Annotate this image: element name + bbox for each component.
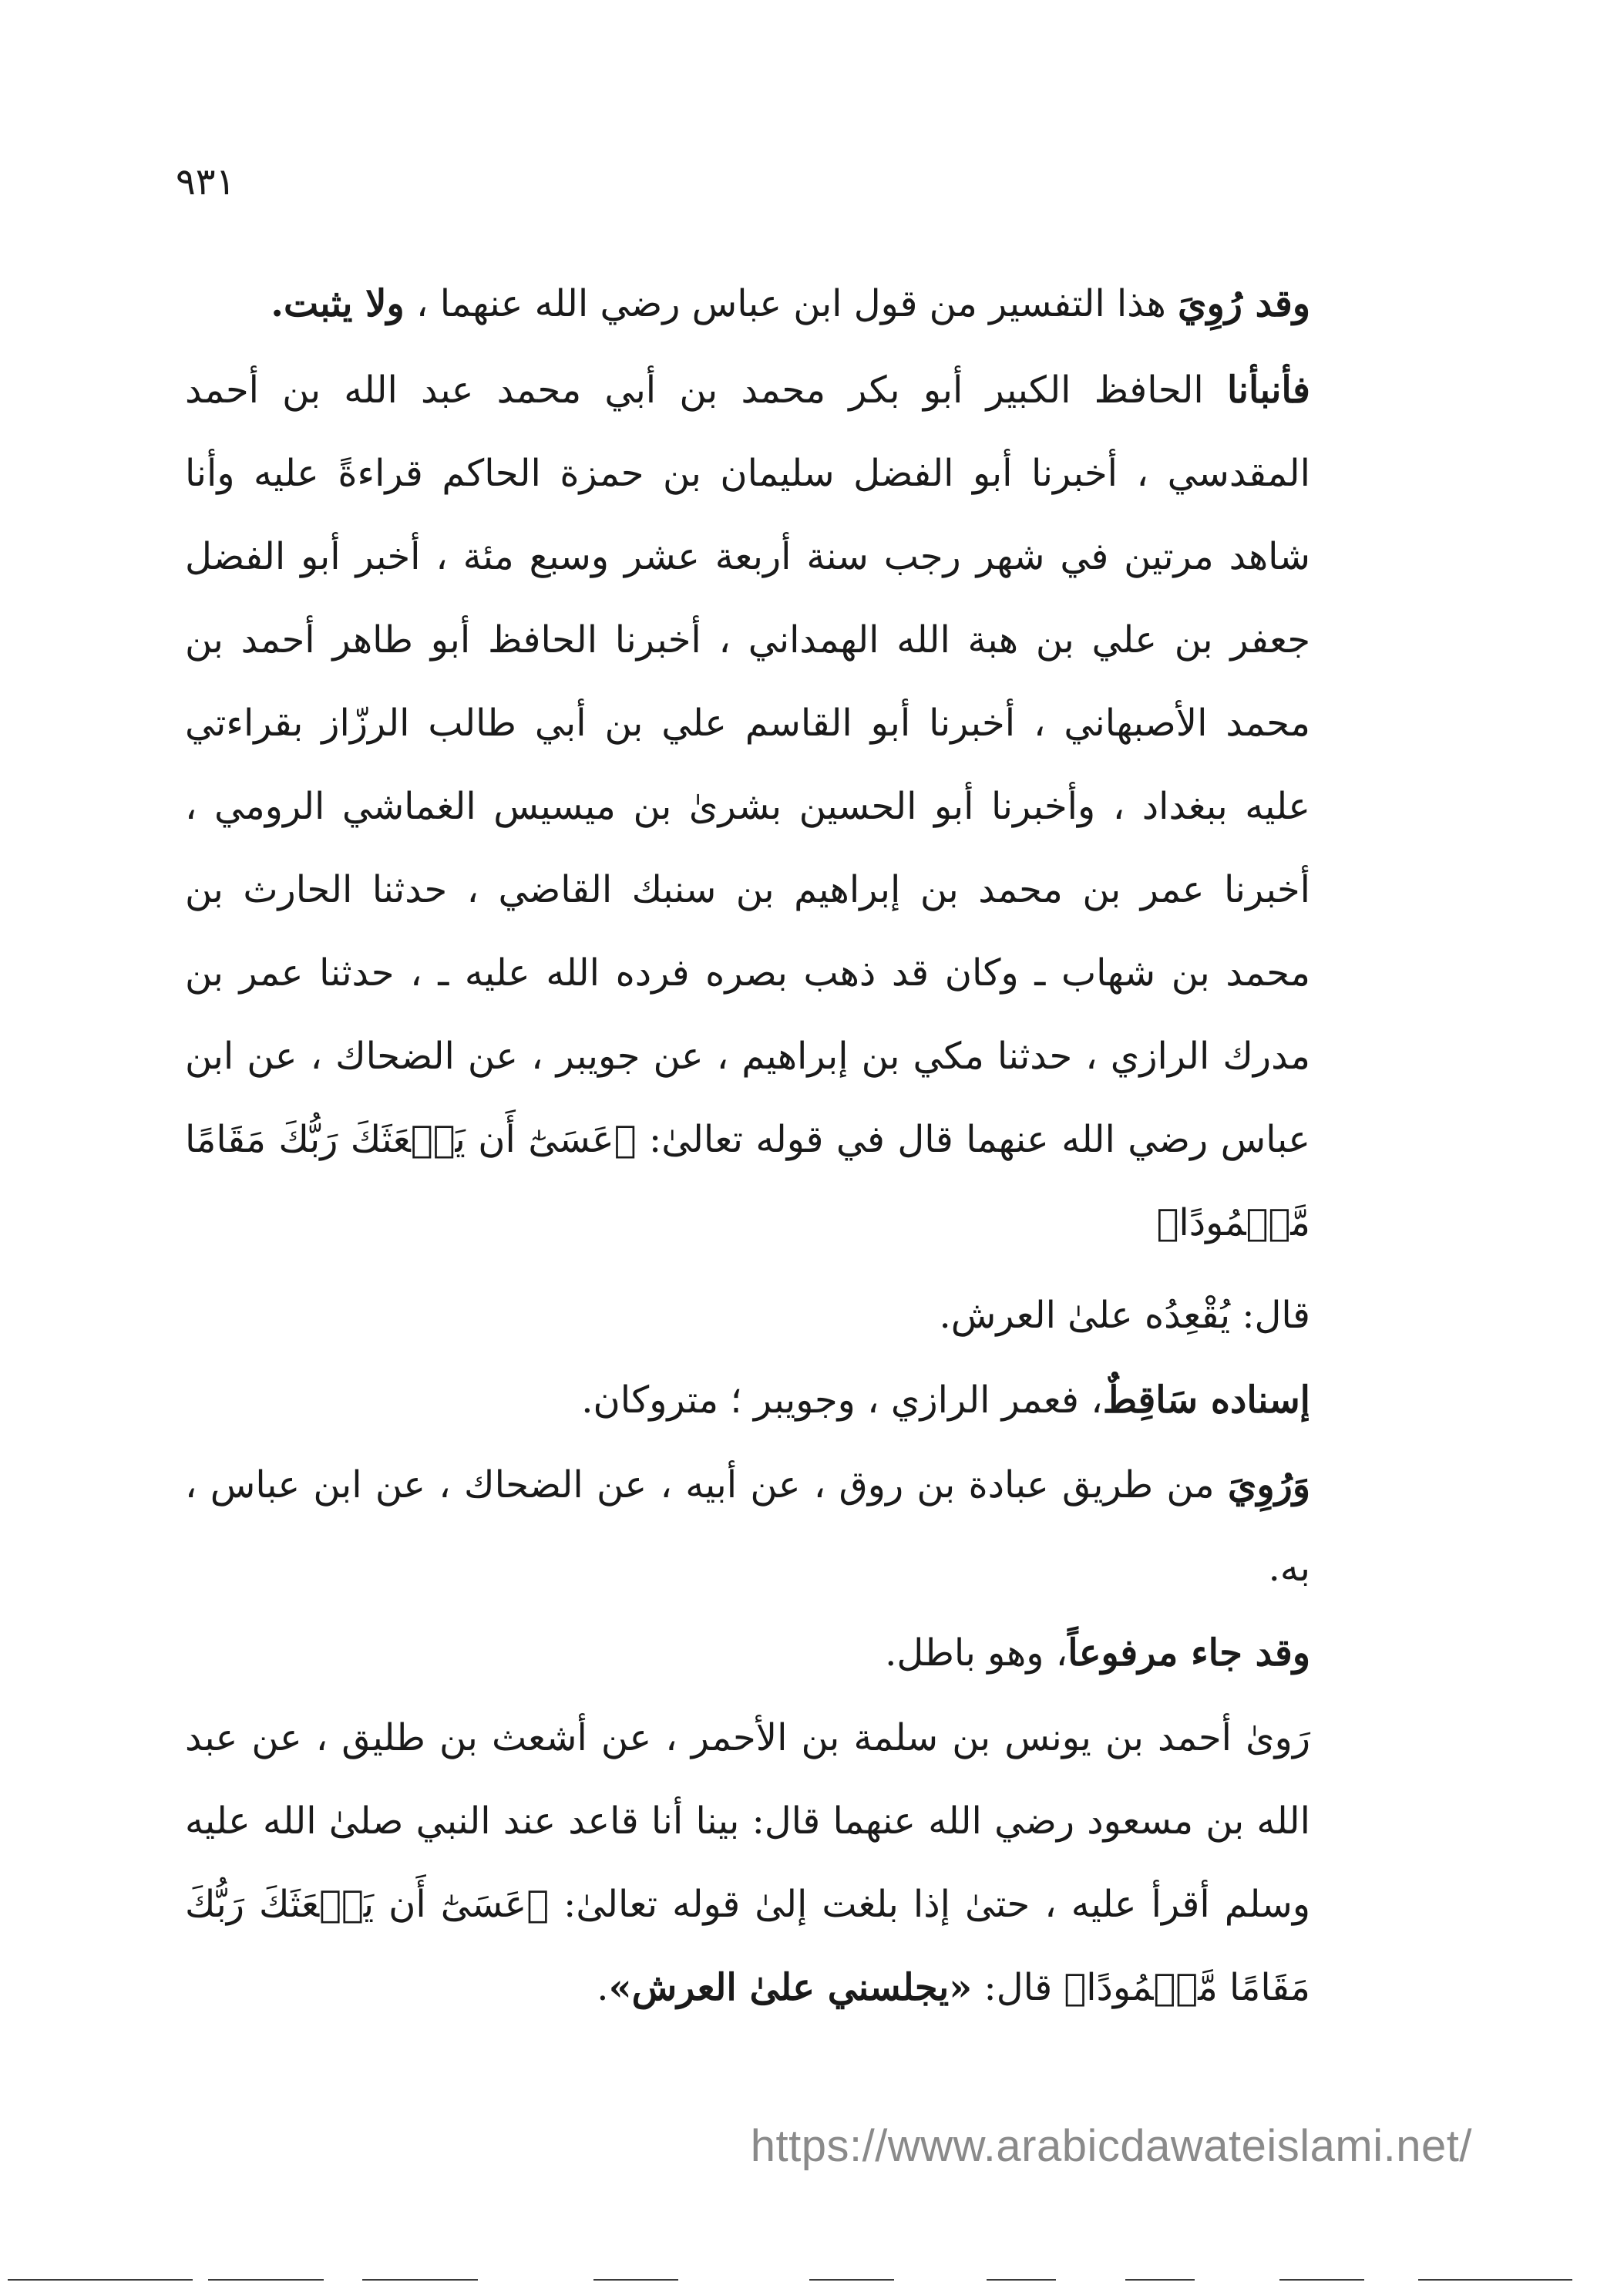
footer-rule-segment [208, 2279, 324, 2281]
paragraph-5-lead: وَرُوِيَ [1227, 1463, 1310, 1507]
paragraph-1 [185, 262, 1310, 345]
paragraph-6 [185, 1611, 1310, 1695]
footer-rule-segment [1279, 2279, 1364, 2281]
footer-rules [0, 2274, 1597, 2290]
footer-rule-segment [1125, 2279, 1195, 2281]
paragraph-2 [185, 348, 1310, 1264]
paragraph-7-quran-verse: ﴿عَسَىٰٓ أَن يَبۡعَثَكَ رَبُّكَ مَقَامًا مَّحۡمُودًا﴾ [185, 1883, 1310, 2009]
page-number: ٩٣١ [176, 160, 236, 204]
paragraph-6-text: ، وهو باطل. [885, 1631, 1068, 1675]
footer-rule-segment [987, 2279, 1056, 2281]
paragraph-3 [185, 1274, 1310, 1357]
paragraph-4 [185, 1358, 1310, 1442]
footer-rule-segment [593, 2279, 678, 2281]
paragraph-5-text: من طريق عبادة بن روق ، عن أبيه ، عن الضحاك ، عن ابن عباس ، به. [185, 1463, 1310, 1590]
paragraph-2-lead: فأنبأنا [1226, 369, 1310, 412]
footer-rule-segment [362, 2279, 478, 2281]
paragraph-7-end: . [597, 1966, 609, 2009]
paragraph-3-text: قال: يُقْعِدُه علىٰ العرش. [939, 1294, 1310, 1337]
paragraph-6-lead: وقد جاء مرفوعاً [1067, 1631, 1310, 1675]
footer-rule-segment [1418, 2279, 1572, 2281]
paragraph-1-text: هذا التفسير من قول ابن عباس رضي الله عنهما ، [404, 282, 1178, 325]
footer-rule-segment [809, 2279, 894, 2281]
paragraph-1-lead: وقد رُوِيَ [1178, 282, 1310, 325]
paragraph-2-text: الحافظ الكبير أبو بكر محمد بن أبي محمد عبد الله بن أحمد المقدسي ، أخبرنا أبو الفضل سليمان بن حمزة الحاكم قراءةً عليه وأنا شاهد مرتين في شهر رجب سنة أربعة عشر وسبع مئة ، أخبر أبو الفضل جعفر بن علي بن هبة الله الهمداني ، أخبرنا الحافظ أبو طاهر أحمد بن محمد الأصبهاني ، أخبرنا أبو القاسم علي بن أبي طالب الرزّاز بقراءتي عليه ببغداد ، وأخبرنا أبو الحسين بشرىٰ بن ميسيس الغماشي الرومي ، أخبرنا عمر بن محمد بن إبراهيم بن سنبك القاضي ، حدثنا الحارث بن محمد بن شهاب ـ وكان قد ذهب بصره فرده الله عليه ـ ، حدثنا عمر بن مدرك الرازي ، حدثنا مكي بن إبراهيم ، عن جويبر ، عن الضحاك ، عن ابن عباس رضي الله عنهما قال في قوله تعالىٰ: [185, 369, 1311, 1161]
paragraph-7-mid: قال: [972, 1966, 1064, 2009]
paragraph-7-text: رَوىٰ أحمد بن يونس بن سلمة بن الأحمر ، عن أشعث بن طليق ، عن عبد الله بن مسعود رضي الله عنهما قال: بينا أنا قاعد عند النبي صلىٰ الله عليه وسلم أقرأ عليه ، حتىٰ إذا بلغت إلىٰ قوله تعالىٰ: [185, 1716, 1311, 1926]
paragraph-2-quran-verse: ﴿عَسَىٰٓ أَن يَبۡعَثَكَ رَبُّكَ مَقَامًا مَّحۡمُودًا﴾ [185, 1118, 1310, 1244]
paragraph-4-text: ، فعمر الرازي ، وجويبر ؛ متروكان. [581, 1379, 1103, 1422]
footer-rule-segment [8, 2279, 193, 2281]
paragraph-5 [185, 1443, 1310, 1610]
paragraph-1-tail: ولا يثبت. [271, 282, 405, 325]
footer-url-watermark: https://www.arabicdawateislami.net/ [750, 2121, 1472, 2171]
paragraph-7 [185, 1696, 1310, 2029]
paragraph-4-lead: إسناده سَاقِطٌ [1102, 1379, 1310, 1422]
paragraph-7-tail: «يجلسني علىٰ العرش» [608, 1966, 973, 2009]
